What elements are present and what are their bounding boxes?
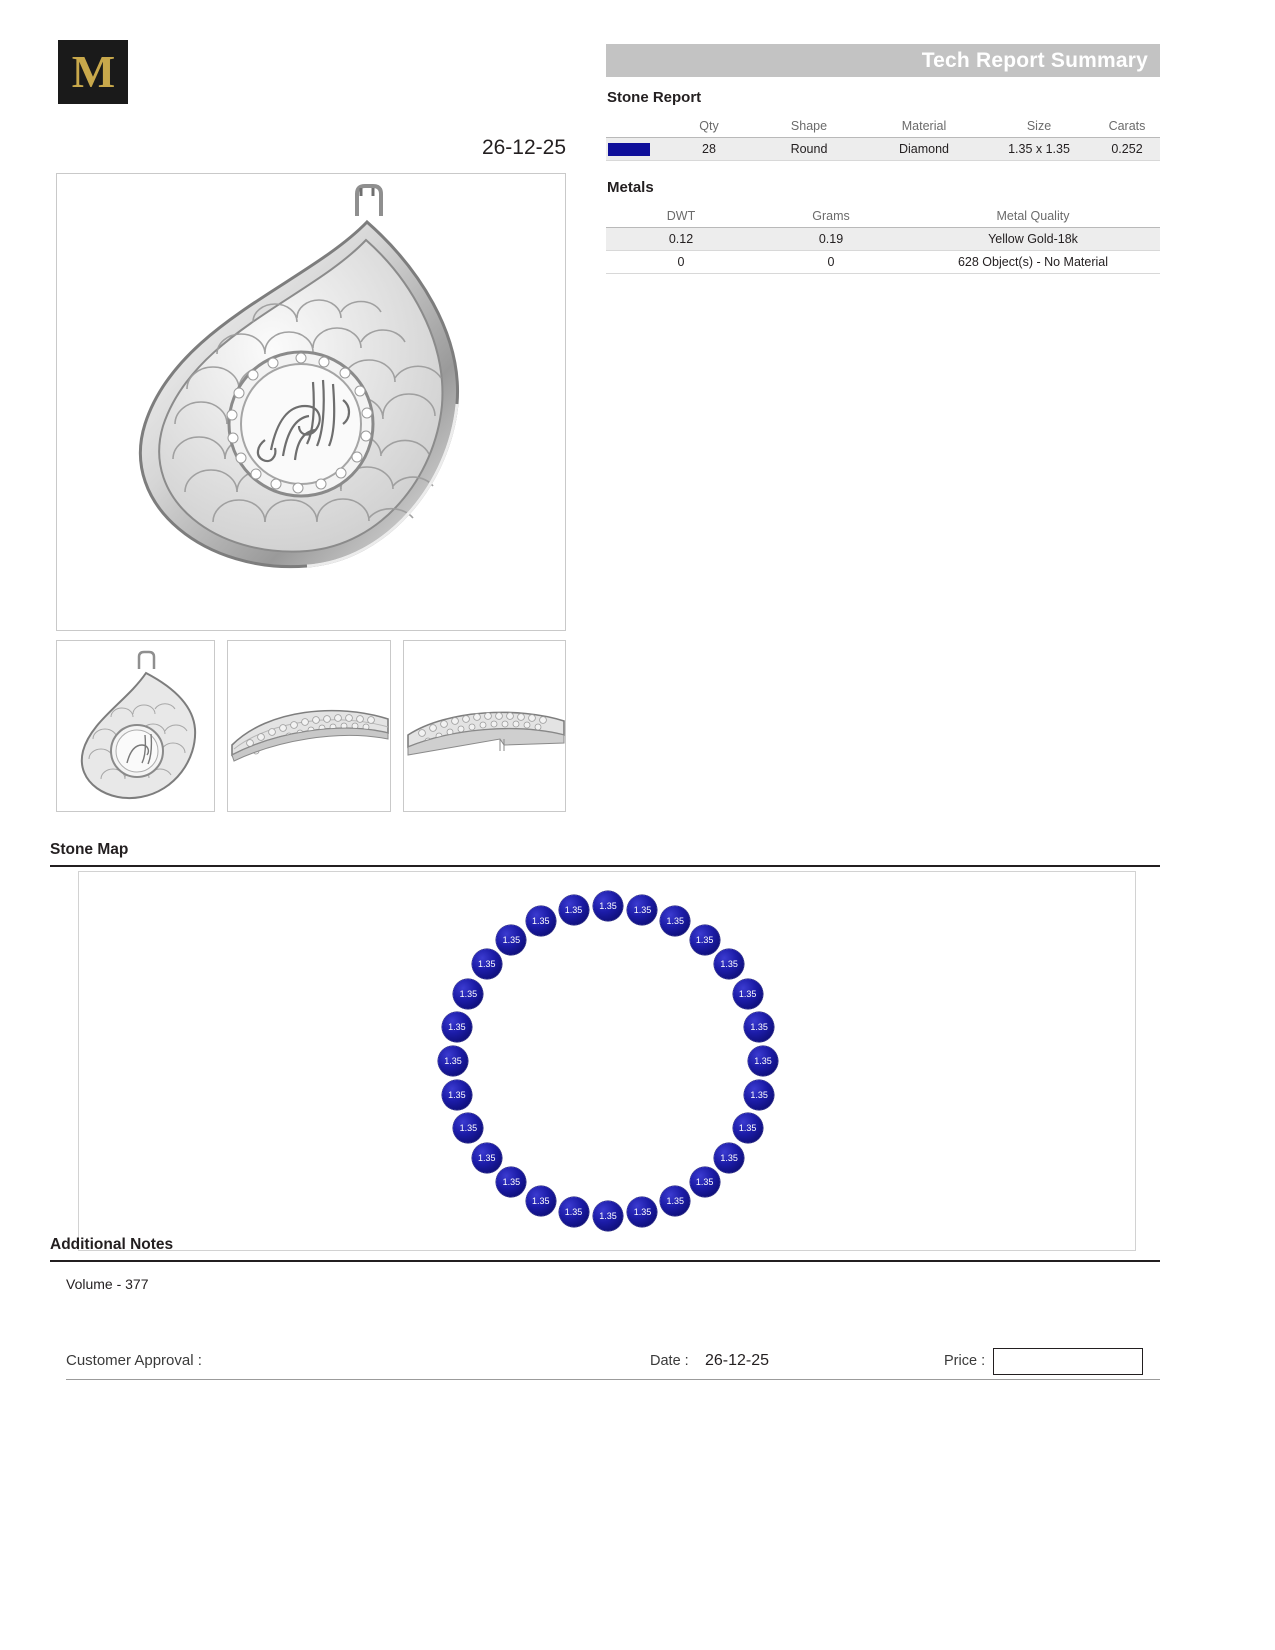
col-dwt: DWT bbox=[606, 206, 756, 228]
main-product-image bbox=[56, 173, 566, 631]
stone-map-dot: 1.35 bbox=[748, 1046, 778, 1076]
additional-notes-heading: Additional Notes bbox=[50, 1236, 174, 1253]
stone-map-dot: 1.35 bbox=[593, 891, 623, 921]
logo-mark: M bbox=[71, 46, 115, 97]
stone-map-dot: 1.35 bbox=[453, 979, 483, 1009]
pendant-profile-thumb bbox=[404, 641, 566, 811]
stone-report-heading: Stone Report bbox=[607, 89, 702, 106]
pendant-side-thumb bbox=[228, 641, 390, 811]
additional-notes-divider bbox=[50, 1260, 1160, 1262]
col-swatch bbox=[606, 116, 664, 138]
stone-map-canvas bbox=[78, 871, 1136, 1251]
metals-table bbox=[606, 206, 1160, 274]
footer-price-label: Price : bbox=[944, 1353, 986, 1369]
col-metal-quality: Metal Quality bbox=[906, 206, 1160, 228]
tech-report-summary-title: Tech Report Summary bbox=[921, 48, 1148, 72]
metals-header-row bbox=[606, 206, 1160, 228]
company-logo bbox=[58, 40, 128, 104]
stone-map-dot: 1.35 bbox=[526, 1186, 556, 1216]
stone-map-dot: 1.35 bbox=[453, 1113, 483, 1143]
stone-map-dot: 1.35 bbox=[627, 895, 657, 925]
cell-grams: 0 bbox=[756, 251, 906, 274]
col-carats: Carats bbox=[1094, 116, 1160, 138]
stone-report-header-row bbox=[606, 116, 1160, 138]
stone-map-dot: 1.35 bbox=[660, 906, 690, 936]
stone-map-dot: 1.35 bbox=[690, 1167, 720, 1197]
cell-size: 1.35 x 1.35 bbox=[984, 138, 1094, 161]
cell-shape: Round bbox=[754, 138, 864, 161]
thumbnail-strip bbox=[56, 640, 566, 812]
cell-dwt: 0 bbox=[606, 251, 756, 274]
stone-map-dot: 1.35 bbox=[593, 1201, 623, 1231]
thumbnail-profile-view[interactable] bbox=[403, 640, 566, 812]
stone-map-dot: 1.35 bbox=[438, 1046, 468, 1076]
footer-date-label: Date : bbox=[650, 1353, 689, 1369]
cell-quality: Yellow Gold-18k bbox=[906, 228, 1160, 251]
col-shape: Shape bbox=[754, 116, 864, 138]
table-row bbox=[606, 228, 1160, 251]
stone-map-dot: 1.35 bbox=[559, 1197, 589, 1227]
stone-map-dot: 1.35 bbox=[442, 1012, 472, 1042]
tech-report-summary-bar bbox=[606, 44, 1160, 77]
stone-map-dot: 1.35 bbox=[714, 949, 744, 979]
cell-quality: 628 Object(s) - No Material bbox=[906, 251, 1160, 274]
stone-map-dot: 1.35 bbox=[472, 949, 502, 979]
table-row bbox=[606, 251, 1160, 274]
additional-notes-text: Volume - 377 bbox=[66, 1276, 149, 1292]
stone-map-dot: 1.35 bbox=[714, 1143, 744, 1173]
cell-grams: 0.19 bbox=[756, 228, 906, 251]
pendant-front-thumb bbox=[57, 641, 215, 811]
stone-map-dot: 1.35 bbox=[733, 1113, 763, 1143]
col-qty: Qty bbox=[664, 116, 754, 138]
cell-qty: 28 bbox=[664, 138, 754, 161]
stone-map-dot: 1.35 bbox=[559, 895, 589, 925]
cell-dwt: 0.12 bbox=[606, 228, 756, 251]
stone-map-dot: 1.35 bbox=[526, 906, 556, 936]
pendant-render-main bbox=[57, 174, 566, 631]
price-input-box[interactable] bbox=[993, 1348, 1143, 1375]
job-date-top: 26-12-25 bbox=[481, 136, 566, 159]
thumbnail-side-view[interactable] bbox=[227, 640, 390, 812]
stone-map-dot: 1.35 bbox=[690, 925, 720, 955]
customer-approval-signature-line[interactable] bbox=[66, 1379, 1160, 1380]
cell-carats: 0.252 bbox=[1094, 138, 1160, 161]
stone-map-dot: 1.35 bbox=[627, 1197, 657, 1227]
stone-map-dot: 1.35 bbox=[744, 1080, 774, 1110]
stone-map-dot: 1.35 bbox=[472, 1143, 502, 1173]
customer-approval-label: Customer Approval : bbox=[66, 1352, 202, 1369]
stone-map-dot: 1.35 bbox=[496, 1167, 526, 1197]
stone-report-table bbox=[606, 116, 1160, 161]
stone-map-divider bbox=[50, 865, 1160, 867]
stone-map-dot: 1.35 bbox=[660, 1186, 690, 1216]
stone-color-swatch bbox=[606, 138, 664, 161]
table-row bbox=[606, 138, 1160, 161]
stone-map-dot: 1.35 bbox=[744, 1012, 774, 1042]
stone-map-dot: 1.35 bbox=[496, 925, 526, 955]
stone-map-heading: Stone Map bbox=[50, 841, 129, 858]
col-material: Material bbox=[864, 116, 984, 138]
col-grams: Grams bbox=[756, 206, 906, 228]
metals-heading: Metals bbox=[607, 179, 654, 196]
stone-map-dot: 1.35 bbox=[733, 979, 763, 1009]
stone-map-dot: 1.35 bbox=[442, 1080, 472, 1110]
footer-date-value: 26-12-25 bbox=[705, 1352, 770, 1369]
col-size: Size bbox=[984, 116, 1094, 138]
thumbnail-front-view[interactable] bbox=[56, 640, 215, 812]
cell-material: Diamond bbox=[864, 138, 984, 161]
